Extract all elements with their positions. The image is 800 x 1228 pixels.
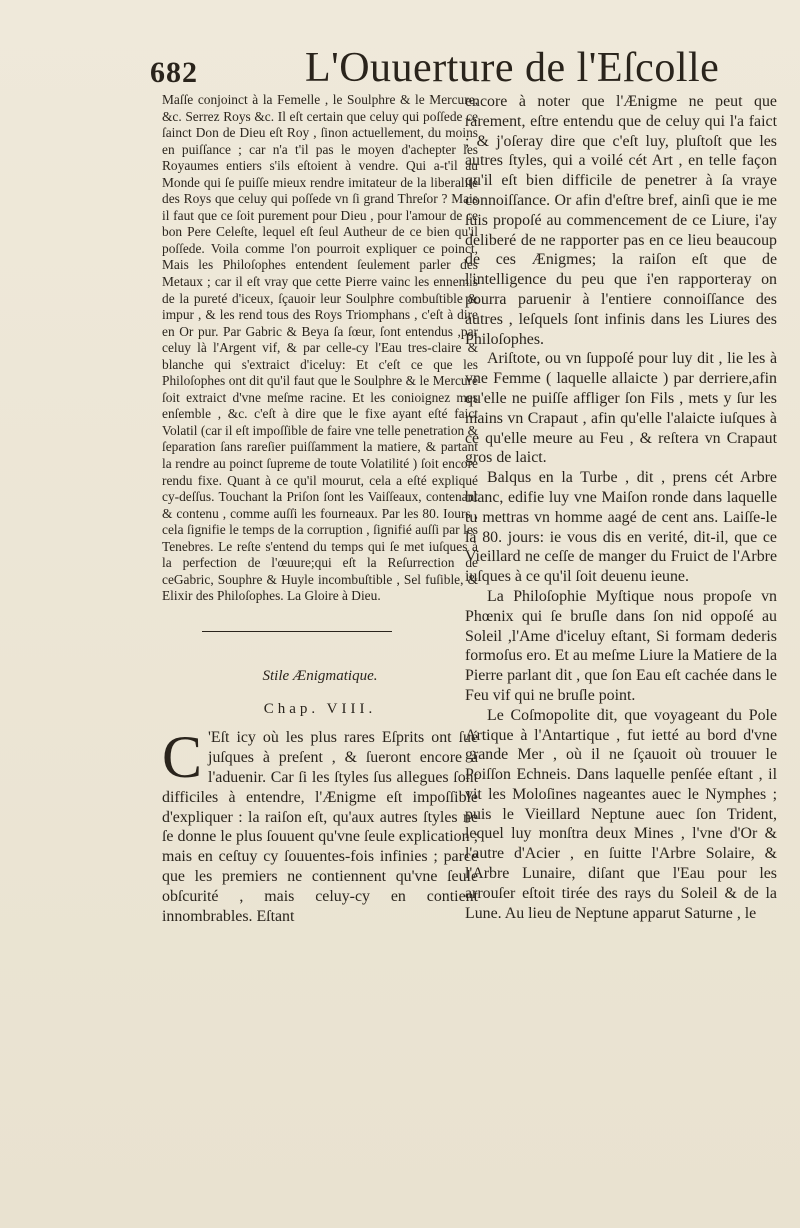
chapter-opening: [162, 723, 478, 927]
running-title: L'Ouuerture de l'Eſcolle: [305, 45, 720, 91]
left-column-text: Maſſe conjoinct à la Femelle , le Soulphre & le Mercure, &c. Serrez Roys &c. Il eſt certain que celuy qui poſſede ce ſainct Don de Dieu eſt Roy , ſinon actuellement, du moins en puiſſance ; car n'a t'il pas le moyen d'achepter les Royaumes entiers s'ils eſtoient à vendre. Qui a-t'il au Monde qui ſe puiſſe mieux rendre imitateur de la liberalité des Roys que celuy qui poſſede vn ſi grand Threſor ? Mais il faut que ce ſoit purement pour Dieu , pour l'amour de ce bon Pere Celeſte, lequel eſt ſeul Autheur de ce bien qu'il poſſede. Voila comme l'on pourroit expliquer ce poinct, Mais les Philoſophes entendent ſeulement parler des Metaux ; car il eſt vray que cette Pierre vainc les ennemis de la pureté d'iceux, ſçauoir leur Soulphre combuſtible & impur , & les rend tous des Roys Triomphans , c'eſt à dire en Or pur. Par Gabric & Beya ſa ſœur, ſont entendus ,par celuy là l'Argent vif, & par celle-cy l'Eau tres-claire & blanche qui s'extraict d'iceluy: Et c'eſt ce que les Philoſophes ont dit qu'il faut que le Soulphre & le Mercure ſoit extraict d'vne meſme racine. Et les conioignez mes enſemble , &c. c'eſt à dire que le fixe ayant eſté faict Volatil (car il eſt impoſſible de faire vne telle penetration & ſeparation ſans rareſier puiſſamment la matiere, & partant la rendre au poinct ſupreme de toute Volatilité ) ſoit encore rendu fixe. Quant à ce qu'il mourut, cela a eſté expliqué cy-deſſus. Touchant la Priſon ſont les Vaiſſeaux, contenant & contenu , comme auſſi les fourneaux. Par les 80. Iours , cela ſignifie le temps de la corruption , ſignifié auſſi par les Tenebres. Le reſte s'entend du temps qui ſe met iuſques à la perfection de l'œuure;qui eſt la Reſurrection de ceGabric, Souphre & Huyle incombuſtible , Sel fuſible, & Elixir des Philoſophes. La Gloire à Dieu.: [162, 92, 478, 604]
right-paragraph-5: Le Coſmopolite dit, que voyageant du Pole Artique à l'Antartique , fut ietté au bord d'vne grande Mer , où il ne ſçauoit où trouuer le Poiſſon Echneis. Dans laquelle penſée eſtant , il vit les Moloſines nageantes auec le Nymphes ; puis le Vieillard Neptune auec ſon Trident, lequel luy monſtra deux Mines , l'vne d'Or & l'autre d'Acier , en ſuitte l'Arbre Solaire, & l'Arbre Lunaire, diſant que l'Eau pour les arrouſer eſtoit tirée des rays du Soleil & de la Lune. Au lieu de Neptune apparut Saturne , le: [465, 706, 777, 922]
chapter-body-text: 'Eſt icy où les plus rares Eſprits ont ſué juſques à preſent , & ſueront encore à l'aduenir. Car ſi les ſtyles ſus allegues ſont difficiles à entendre, l'Ænigme eſt impoſſible d'expliquer : la raiſon eſt, qu'aux autres ſtyles ne ſe donne le plus ſouuent qu'vne ſeule explication ; mais en ceſtuy cy ſouuentes-fois infinies ; parce que les premiers ne contiennent qu'vne ſeule obſcurité , mais celuy-cy en contient innombrables. Eſtant: [162, 728, 478, 926]
left-column: [162, 92, 478, 927]
right-paragraph-4: La Philoſophie Myſtique nous propoſe vn Phœnix qui ſe bruſle dans ſon nid oppoſé au Soleil ,l'Ame d'iceluy eſtant, Si formam dederis formoſus ero. Et au meſme Liure la Matiere de la Pierre parlant dit , que ſon Eau eſt cachée dans le Feu vif qui ne bruſle point.: [465, 587, 777, 704]
right-paragraph-2: Ariſtote, ou vn ſuppoſé pour luy dit , lie les à vne Femme ( laquelle allaicte ) par derriere,afin qu'elle ne puiſſe affliger ſon Fils , mets y ſur les mains vn Crapaut , afin qu'elle l'alaicte iuſques à ce qu'elle meure au Feu , & reſtera vn Crapaut gros de laict.: [465, 350, 777, 467]
section-divider: [202, 631, 392, 632]
section-title: Stile Ænigmatique.: [262, 667, 378, 684]
page-number: 682: [150, 56, 198, 89]
right-column: [465, 92, 777, 923]
right-paragraph-3: Balqus en la Turbe , dit , prens cét Arbre blanc, edifie luy vne Maiſon ronde dans laquelle tu mettras vn homme aagé de cent ans. Laiſſe-le là 80. jours: ie vous dis en verité, dit-il, que ce Vieillard ne ceſſe de manger du Fruict de l'Arbre iuſques à ce qu'il ſoit deuenu ieune.: [465, 469, 777, 586]
drop-cap: C: [162, 723, 203, 790]
page-header: [0, 44, 800, 94]
chapter-heading: Chap. VIII.: [263, 700, 377, 717]
right-paragraph-1: encore à noter que l'Ænigme ne peut que rarement, eſtre entendu que de celuy qui l'a faict ; & j'oſeray dire que c'eſt luy, pluſtoſt que les autres ſtyles, qui a voilé cét Art , en telle façon qu'il eſt bien difficile de penetrer à ſa vraye connoiſſance. Or afin d'eſtre bref, ainſi que ie me ſuis propoſé au commencement de ce Liure, i'ay deliberé de ne rapporter pas en ce lieu beaucoup de ces Ænigmes; la raiſon eſt que de l'intelligence du peu que i'en rapporteray on pourra paruenir à l'entiere connoiſſance des autres , leſquels ſont infinis dans les Liures des Philoſophes.: [465, 93, 777, 348]
